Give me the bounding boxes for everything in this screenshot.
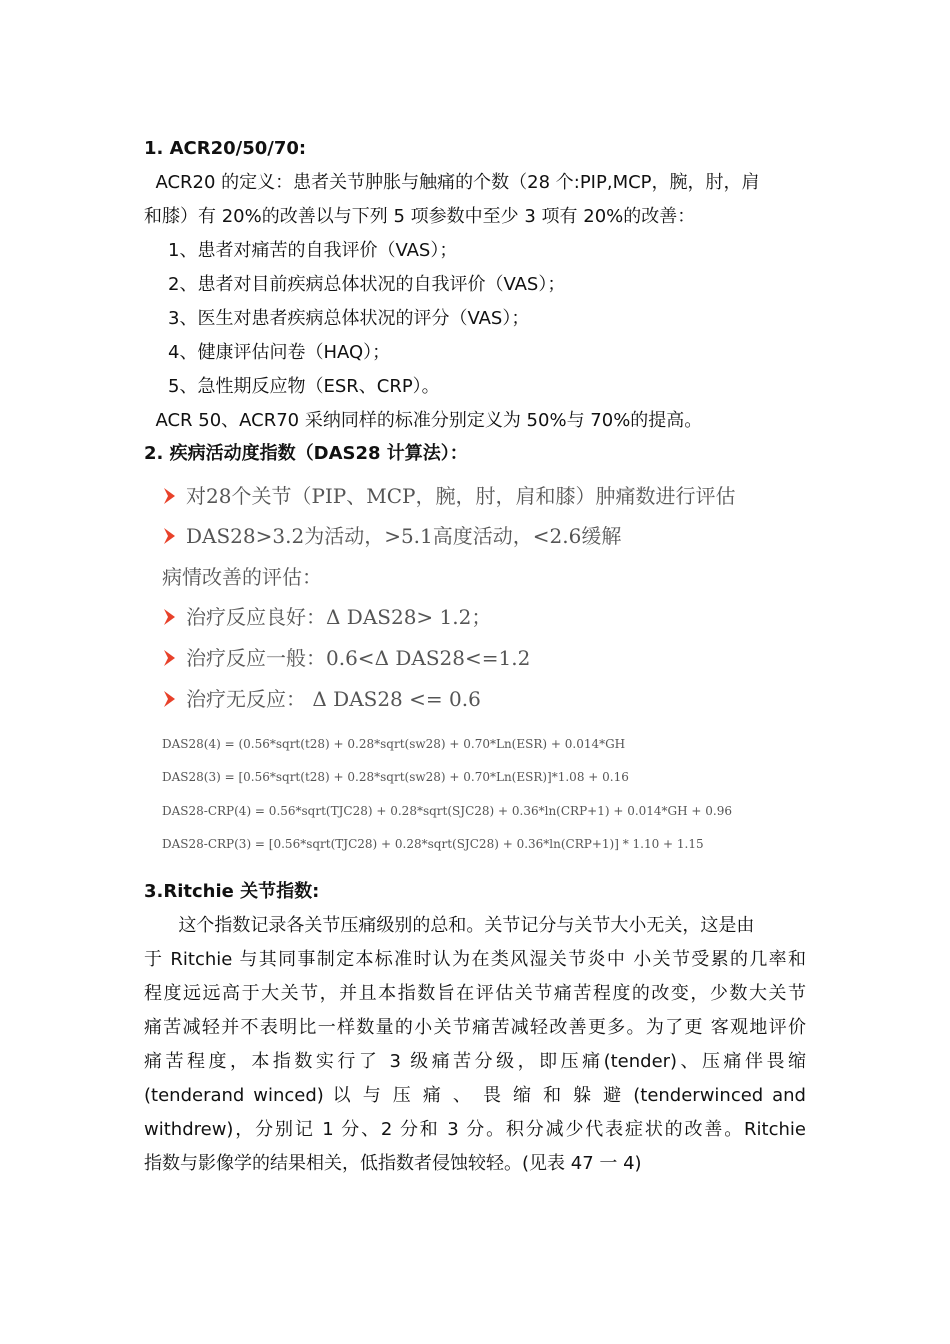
ritchie-paragraph-line: withdrew)，分别记 1 分、2 分和 3 分。积分减少代表症状的改善。Ritchie bbox=[144, 1119, 806, 1140]
improvement-subheading: 病情改善的评估： bbox=[162, 565, 322, 589]
ritchie-paragraph-line: 这个指数记录各关节压痛级别的总和。关节记分与关节大小无关，这是由 bbox=[144, 915, 755, 936]
formula-das28-crp-3: DAS28-CRP(3) = [0.56*sqrt(TJC28) + 0.28*sqrt(SJC28) + 0.36*ln(CRP+1)] * 1.10 + 1.15 bbox=[162, 837, 704, 851]
acr20-item-1: 1、患者对痛苦的自我评价（VAS）； bbox=[168, 240, 458, 261]
das28-bullet-thresholds bbox=[162, 516, 782, 556]
arrow-bullet-icon bbox=[162, 638, 178, 678]
arrow-bullet-icon bbox=[162, 679, 178, 719]
arrow-bullet-icon bbox=[162, 516, 178, 556]
response-good bbox=[162, 597, 782, 637]
arrow-bullet-icon bbox=[162, 476, 178, 516]
formula-das28-crp-4: DAS28-CRP(4) = 0.56*sqrt(TJC28) + 0.28*sqrt(SJC28) + 0.36*ln(CRP+1) + 0.014*GH + 0.96 bbox=[162, 804, 732, 818]
response-none bbox=[162, 679, 782, 719]
acr-closing-line: ACR 50、ACR70 采纳同样的标准分别定义为 50%与 70%的提高。 bbox=[144, 410, 703, 431]
acr20-definition-line2: 和膝）有 20%的改善以与下列 5 项参数中至少 3 项有 20%的改善： bbox=[144, 206, 696, 227]
section3-heading: 3.Ritchie 关节指数: bbox=[144, 881, 320, 902]
response-moderate bbox=[162, 638, 782, 678]
formula-das28-4: DAS28(4) = (0.56*sqrt(t28) + 0.28*sqrt(sw28) + 0.70*Ln(ESR) + 0.014*GH bbox=[162, 737, 626, 751]
bullet-text: 治疗反应良好：Δ DAS28> 1.2； bbox=[186, 605, 492, 629]
ritchie-paragraph-line: 痛苦程度，本指数实行了 3 级痛苦分级，即压痛(tender)、压痛伴畏缩 bbox=[144, 1051, 806, 1072]
bullet-text: 对28个关节（PIP、MCP，腕，肘，肩和膝）肿痛数进行评估 bbox=[186, 484, 736, 508]
section2-heading: 2. 疾病活动度指数（DAS28 计算法）： bbox=[144, 443, 468, 464]
bullet-text: 治疗无反应： Δ DAS28 <= 0.6 bbox=[186, 687, 481, 711]
ritchie-paragraph-line: 程度远远高于大关节，并且本指数旨在评估关节痛苦程度的改变，少数大关节 bbox=[144, 983, 806, 1004]
arrow-bullet-icon bbox=[162, 597, 178, 637]
acr20-item-4: 4、健康评估问卷（HAQ）； bbox=[168, 342, 391, 363]
acr20-item-3: 3、医生对患者疾病总体状况的评分（VAS）； bbox=[168, 308, 530, 329]
bullet-text: 治疗反应一般：0.6<Δ DAS28<=1.2 bbox=[186, 646, 531, 670]
ritchie-paragraph-line: 痛苦减轻并不表明比一样数量的小关节痛苦减轻改善更多。为了更 客观地评价 bbox=[144, 1017, 806, 1038]
bullet-text: DAS28>3.2为活动，>5.1高度活动，<2.6缓解 bbox=[186, 524, 622, 548]
ritchie-paragraph-line: (tenderand winced) 以 与 压 痛 、 畏 缩 和 躲 避 (tenderwinced and bbox=[144, 1085, 806, 1106]
acr20-item-5: 5、急性期反应物（ESR、CRP）。 bbox=[168, 376, 440, 397]
ritchie-paragraph-line: 指数与影像学的结果相关，低指数者侵蚀较轻。(见表 47 一 4) bbox=[144, 1153, 642, 1174]
acr20-definition-line1: ACR20 的定义：患者关节肿胀与触痛的个数（28 个:PIP,MCP，腕，肘，肩 bbox=[144, 172, 760, 193]
das28-bullet-joints bbox=[162, 476, 782, 516]
ritchie-paragraph-line: 于 Ritchie 与其同事制定本标准时认为在类风湿关节炎中 小关节受累的几率和 bbox=[144, 949, 806, 970]
section1-heading: 1. ACR20/50/70: bbox=[144, 138, 307, 159]
formula-das28-3: DAS28(3) = [0.56*sqrt(t28) + 0.28*sqrt(sw28) + 0.70*Ln(ESR)]*1.08 + 0.16 bbox=[162, 770, 629, 784]
acr20-item-2: 2、患者对目前疾病总体状况的自我评价（VAS）； bbox=[168, 274, 566, 295]
